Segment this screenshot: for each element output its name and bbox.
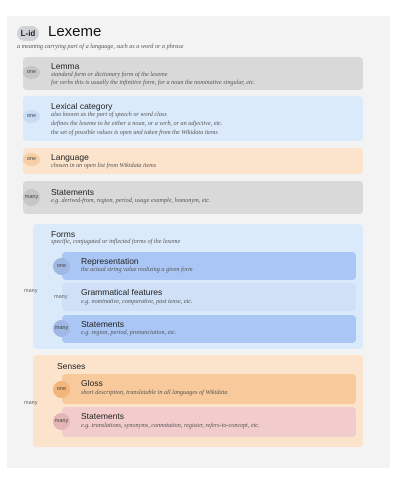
language-label: Language: [51, 152, 89, 162]
representation-label: Representation: [81, 256, 139, 266]
grammatical-features-desc: e.g. nominative, comparative, past tense, etc.: [81, 298, 193, 305]
forms-statements-label: Statements: [81, 319, 124, 329]
senses-statements-label: Statements: [81, 411, 124, 421]
language-cardinality: one: [23, 153, 40, 166]
forms-label: Forms: [51, 229, 76, 239]
senses-statements-desc: e.g. translations, synonyms, connotation, register, refers-to-concept, etc.: [81, 422, 260, 429]
gloss-cardinality: one: [53, 381, 70, 398]
grammatical-features-cardinality: many: [54, 294, 68, 300]
statements-desc: e.g. derived-from, region, period, usage example, homonym, etc.: [51, 197, 211, 204]
statements-label: Statements: [51, 187, 94, 197]
lexical-category-cardinality: one: [23, 110, 40, 123]
gloss-desc: short description, translatable in all languages of Wikidata: [81, 389, 228, 396]
lexical-desc-1: also known as the part of speech or word class: [51, 111, 167, 118]
lexeme-title: Lexeme: [48, 23, 102, 40]
senses-cardinality: many: [24, 400, 38, 406]
lemma-cardinality: one: [23, 66, 40, 79]
forms-cardinality: many: [24, 288, 38, 294]
gloss-label: Gloss: [81, 378, 103, 388]
lexical-desc-2: defines the lexeme to be either a noun, or a verb, or an adjective, etc.: [51, 120, 223, 127]
lemma-label: Lemma: [51, 61, 80, 71]
lemma-desc-1: standard form or dictionary form of the lexeme: [51, 71, 168, 78]
lexical-desc-3: the set of possible values is open and taken from the Wikidata items: [51, 129, 218, 136]
forms-statements-cardinality: many: [53, 320, 70, 337]
forms-statements-desc: e.g. region, period, pronunciation, etc.: [81, 329, 177, 336]
grammatical-features-label: Grammatical features: [81, 287, 163, 297]
language-desc: chosen in an open list from Wikidata items: [51, 162, 157, 169]
lemma-desc-2: for verbs this is usually the infinitive form, for a noun the nominative singular, etc.: [51, 79, 255, 86]
forms-desc: specific, conjugated or inflected forms of the lexeme: [51, 238, 181, 245]
senses-label: Senses: [57, 361, 86, 371]
senses-statements-cardinality: many: [53, 413, 70, 430]
representation-desc: the actual string value realizing a given form: [81, 266, 193, 273]
lexical-category-label: Lexical category: [51, 101, 113, 111]
representation-cardinality: one: [53, 258, 70, 275]
lexeme-id-badge: L-id: [17, 26, 39, 41]
statements-cardinality: many: [23, 189, 40, 206]
lexeme-description: a meaning carrying part of a language, such as a word or a phrase: [17, 43, 184, 50]
